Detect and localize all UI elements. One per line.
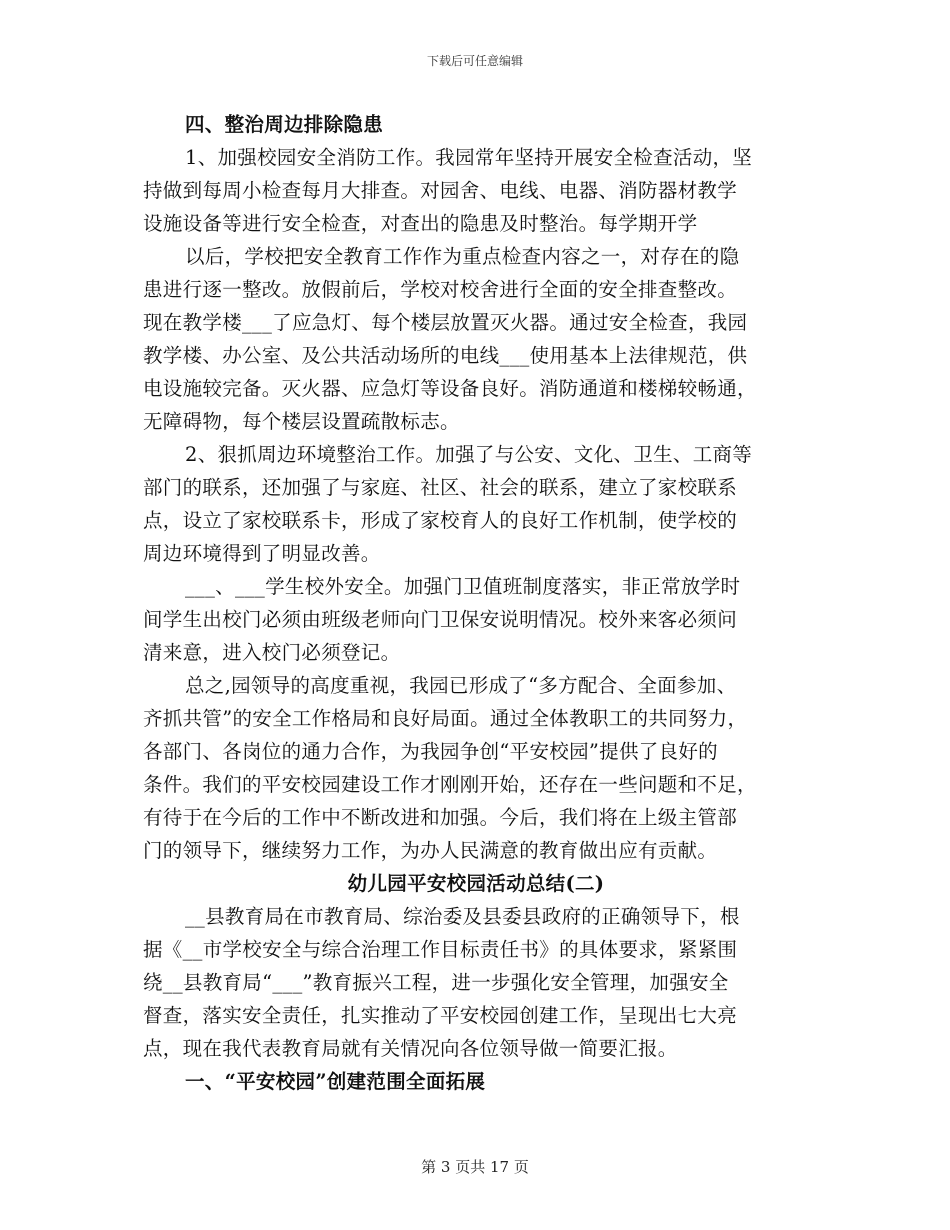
- paragraph-line: 部门的联系，还加强了与家庭、社区、社会的联系，建立了家校联系: [143, 476, 738, 499]
- document-body: [143, 108, 809, 1098]
- paragraph-line: 齐抓共管”的安全工作格局和良好局面。通过全体教职工的共同努力，: [143, 707, 748, 730]
- paragraph-line: 督查，落实安全责任，扎实推动了平安校园创建工作，呈现出七大亮: [143, 1004, 738, 1027]
- paragraph-line: 周边环境得到了明显改善。: [143, 542, 381, 565]
- paragraph-line: 设施设备等进行安全检查，对查出的隐患及时整治。每学期开学: [143, 212, 698, 235]
- paragraph-line: 总之,园领导的高度重视，我园已形成了“多方配合、全面参加、: [185, 674, 737, 697]
- section-heading: 一、“平安校园”创建范围全面拓展: [185, 1070, 486, 1093]
- paragraph-line: 据《__市学校安全与综合治理工作目标责任书》的具体要求，紧紧围: [143, 938, 738, 961]
- paragraph-line: 点，现在我代表教育局就有关情况向各位领导做一简要汇报。: [143, 1037, 678, 1060]
- paragraph-line: 2、狠抓周边环境整治工作。加强了与公安、文化、卫生、工商等: [185, 443, 753, 466]
- page-header: 下载后可任意编辑: [426, 54, 523, 68]
- paragraph-line: 点，设立了家校联系卡，形成了家校育人的良好工作机制，使学校的: [143, 509, 738, 532]
- paragraph-line: 患进行逐一整改。放假前后，学校对校舍进行全面的安全排查整改。: [143, 278, 738, 301]
- paragraph-line: 绕__县教育局“___”教育振兴工程，进一步强化安全管理，加强安全: [143, 971, 729, 994]
- paragraph-line: 清来意，进入校门必须登记。: [143, 641, 401, 664]
- paragraph-line: 教学楼、办公室、及公共活动场所的电线___使用基本上法律规范，供: [143, 344, 748, 367]
- paragraph-line: ___、___学生校外安全。加强门卫值班制度落实，非正常放学时: [185, 575, 741, 598]
- paragraph-line: 持做到每周小检查每月大排查。对园舍、电线、电器、消防器材教学: [143, 179, 738, 202]
- paragraph-line: 条件。我们的平安校园建设工作才刚刚开始，还存在一些问题和不足，: [143, 773, 757, 796]
- paragraph-line: 以后，学校把安全教育工作作为重点检查内容之一，对存在的隐: [185, 245, 740, 268]
- document-title: 幼儿园平安校园活动总结(二): [347, 872, 605, 895]
- paragraph-line: 有待于在今后的工作中不断改进和加强。今后，我们将在上级主管部: [143, 806, 738, 829]
- paragraph-line: 间学生出校门必须由班级老师向门卫保安说明情况。校外来客必须问: [143, 608, 738, 631]
- paragraph-line: 现在教学楼___了应急灯、每个楼层放置灭火器。通过安全检查，我园: [143, 311, 748, 334]
- section-heading: 四、整治周边排除隐患: [185, 113, 384, 136]
- paragraph-line: 1、加强校园安全消防工作。我园常年坚持开展安全检查活动，坚: [185, 146, 753, 169]
- paragraph-line: 门的领导下，继续努力工作，为办人民满意的教育做出应有贡献。: [143, 839, 718, 862]
- paragraph-line: 无障碍物，每个楼层设置疏散标志。: [143, 410, 460, 433]
- paragraph-line: __县教育局在市教育局、综治委及县委县政府的正确领导下，根: [185, 905, 740, 928]
- paragraph-line: 电设施较完备。灭火器、应急灯等设备良好。消防通道和楼梯较畅通，: [143, 377, 757, 400]
- paragraph-line: 各部门、各岗位的通力合作，为我园争创“平安校园”提供了良好的: [143, 740, 718, 763]
- page-footer: 第 3 页共 17 页: [421, 1158, 529, 1176]
